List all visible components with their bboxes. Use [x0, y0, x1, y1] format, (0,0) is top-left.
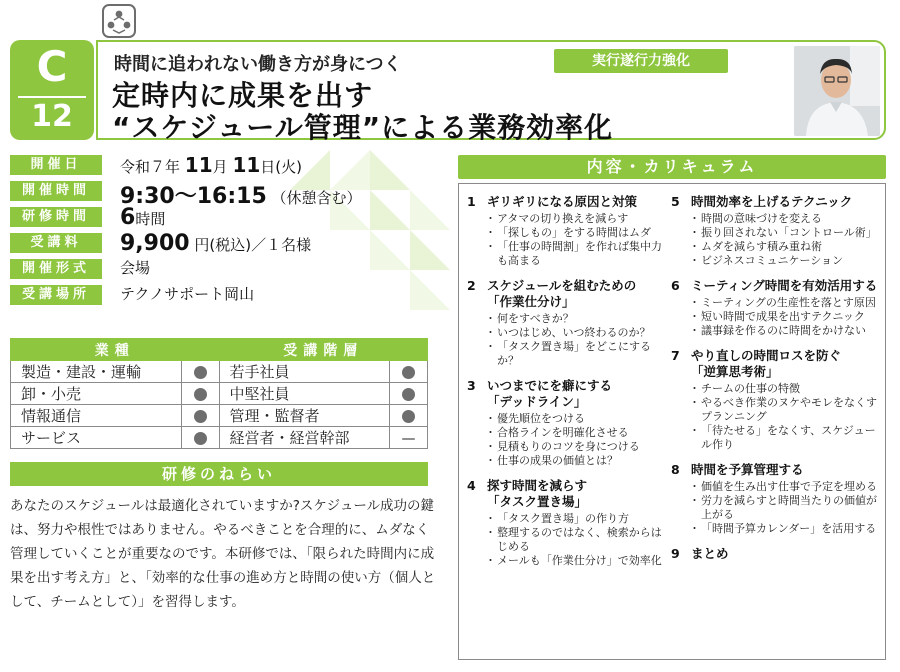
list-item: ・ 労力を減らすと時間当たりの価値が上がる: [691, 494, 881, 522]
level-cell: 若手社員: [219, 361, 390, 383]
info-label-time: 開催時間: [10, 181, 102, 201]
section-number: 8: [671, 462, 680, 477]
date-month: 11: [184, 153, 213, 177]
hours-value: 6: [120, 205, 136, 230]
section-title-text: スケジュールを組むための: [487, 278, 637, 293]
list-item: ・ 「探しもの」をする時間はムダ: [487, 226, 667, 240]
curriculum-section: [671, 278, 881, 338]
list-item: ・ 時間の意味づけを変える: [691, 212, 881, 226]
instructor-photo: [794, 46, 880, 136]
section-title-text: 探す時間を減らす: [487, 478, 588, 493]
section-title: [671, 194, 881, 210]
section-title: [467, 194, 667, 210]
list-item: ・ 価値を生み出す仕事で予定を埋める: [691, 480, 881, 494]
section-title: [671, 546, 881, 562]
section-title-text: 時間を予算管理する: [691, 462, 804, 477]
section-item-list: [671, 382, 881, 452]
info-value-date: [120, 153, 302, 177]
list-item: ・ いつはじめ、いつ終わるのか？: [487, 326, 667, 340]
section-title-text: やり直しの時間ロスを防ぐ: [691, 348, 842, 363]
list-item: ・ ムダを減らす積み重ね術: [691, 240, 881, 254]
target-audience-table: [10, 338, 428, 449]
industry-header: 業種: [11, 339, 220, 361]
industry-cell: サービス: [11, 427, 182, 449]
list-item: ・ ビジネスコミュニケーション: [691, 254, 881, 268]
info-label-hours: 研修時間: [10, 207, 102, 227]
table-row: [11, 405, 428, 427]
info-row-date: [10, 155, 450, 175]
filled-circle-icon: [402, 388, 415, 401]
info-label-format: 開催形式: [10, 259, 102, 279]
info-row-time: [10, 181, 450, 209]
list-item: ・ 「時間予算カレンダー」を活用する: [691, 522, 881, 536]
list-item: ・ 短い時間で成果を出すテクニック: [691, 310, 881, 324]
section-item-list: [467, 412, 667, 468]
info-row-fee: [10, 231, 450, 256]
curriculum-section: [467, 278, 667, 368]
list-item: ・ 議事録を作るのに時間をかけない: [691, 324, 881, 338]
filled-circle-icon: [402, 366, 415, 379]
curriculum-section: [671, 348, 881, 452]
curriculum-section: [671, 462, 881, 536]
section-title: [467, 478, 667, 494]
level-mark: [390, 383, 428, 405]
curriculum-section: [671, 194, 881, 268]
section-number: 9: [671, 546, 680, 561]
list-item: ・ 振り回されない「コントロール術」: [691, 226, 881, 240]
industry-mark: [181, 361, 219, 383]
list-item: ・ 「仕事の時間割」を作れば集中力も高まる: [487, 240, 667, 268]
section-subtitle: 「デッドライン」: [487, 394, 587, 409]
section-item-list: [671, 480, 881, 536]
info-label-venue: 受講場所: [10, 285, 102, 305]
list-item: ・ 仕事の成果の価値とは？: [487, 454, 667, 468]
curriculum-box: [458, 183, 886, 660]
time-range: 9:30～16:15: [120, 184, 267, 209]
section-item-list: [467, 212, 667, 268]
category-tag: 実行遂行力強化: [554, 49, 728, 73]
section-subtitle: 「作業仕分け」: [487, 294, 575, 309]
aim-heading: 研修のねらい: [10, 462, 428, 486]
curriculum-section: [467, 378, 667, 468]
industry-mark: [181, 405, 219, 427]
section-item-list: [671, 296, 881, 338]
filled-circle-icon: [194, 432, 207, 445]
date-month-unit: 月: [212, 158, 228, 176]
list-item: ・ チームの仕事の特徴: [691, 382, 881, 396]
curriculum-heading: 内容・カリキュラム: [458, 155, 886, 179]
info-row-format: [10, 259, 450, 279]
industry-mark: [181, 383, 219, 405]
info-value-hours: [120, 205, 165, 230]
date-day: 11: [232, 153, 261, 177]
filled-circle-icon: [402, 410, 415, 423]
section-item-list: [467, 312, 667, 368]
list-item: ・ 「タスク置き場」をどこにするか？: [487, 340, 667, 368]
info-row-hours: [10, 205, 450, 230]
industry-cell: 情報通信: [11, 405, 182, 427]
list-item: ・ ミーティングの生産性を落とす原因: [691, 296, 881, 310]
list-item: ・ 「タスク置き場」の作り方: [487, 512, 667, 526]
section-number: 5: [671, 194, 680, 209]
section-subtitle: 「タスク置き場」: [487, 494, 588, 509]
info-row-venue: [10, 285, 450, 305]
section-title-text: まとめ: [691, 546, 729, 561]
list-item: ・ 見積もりのコツを身につける: [487, 440, 667, 454]
time-note: （休憩含む）: [271, 189, 362, 207]
course-number: 12: [31, 99, 73, 134]
section-title-text: 時間効率を上げるテクニック: [691, 194, 853, 209]
filled-circle-icon: [194, 410, 207, 423]
info-label-date: 開催日: [10, 155, 102, 175]
curriculum-section: [467, 478, 667, 568]
filled-circle-icon: [194, 366, 207, 379]
list-item: ・ 「待たせる」をなくす、スケジュール作り: [691, 424, 881, 452]
section-number: 3: [467, 378, 476, 393]
section-title: [671, 462, 881, 478]
dash-mark: —: [401, 430, 416, 447]
section-number: 1: [467, 194, 476, 209]
people-group-icon: [102, 4, 136, 38]
list-item: ・ アタマの切り換えを減らす: [487, 212, 667, 226]
table-row: [11, 427, 428, 449]
list-item: ・ やるべき作業のヌケやモレをなくすプランニング: [691, 396, 881, 424]
aim-text: あなたのスケジュールは最適化されていますか?スケジュール成功の鍵は、努力や根性ではありません。やるべきことを合理的に、ムダなく管理していくことが重要なのです。本研修では、「限られた時間内に成果を出す考え方」と、「効率的な仕事の進め方と時間の使い方（個人として、チームとして）」を習得します。: [10, 498, 436, 610]
section-number: 7: [671, 348, 680, 363]
section-item-list: [671, 212, 881, 268]
section-title-text: ギリギリになる原因と対策: [487, 194, 638, 209]
info-value-venue: テクノサポート岡山: [120, 285, 255, 303]
section-number: 6: [671, 278, 680, 293]
course-subtitle: 時間に追われない働き方が身につく: [114, 54, 402, 75]
date-day-unit: 日(火): [260, 158, 302, 176]
filled-circle-icon: [194, 388, 207, 401]
industry-cell: 卸・小売: [11, 383, 182, 405]
info-value-format: 会場: [120, 259, 151, 277]
section-title: [671, 278, 881, 294]
list-item: ・ 整理するのではなく、検索からはじめる: [487, 526, 667, 554]
level-cell: 管理・監督者: [219, 405, 390, 427]
course-title-box: [96, 40, 886, 144]
course-code-badge: [10, 40, 94, 140]
list-item: ・ 優先順位をつける: [487, 412, 667, 426]
fee-unit: 円(税込)／１名様: [194, 236, 312, 254]
section-title: [467, 278, 667, 294]
level-cell: 中堅社員: [219, 383, 390, 405]
level-mark: [390, 405, 428, 427]
list-item: ・ 何をすべきか？: [487, 312, 667, 326]
table-row: [11, 361, 428, 383]
section-subtitle: 「逆算思考術」: [691, 364, 779, 379]
curriculum-left-column: [467, 194, 667, 578]
level-mark: [390, 427, 428, 449]
table-row: [11, 383, 428, 405]
course-title-line-2: “スケジュール管理”による業務効率化: [112, 111, 614, 144]
course-title-line-1: 定時内に成果を出す: [112, 79, 374, 112]
fee-value: 9,900: [120, 231, 190, 256]
info-label-fee: 受講料: [10, 233, 102, 253]
section-title: [467, 378, 667, 394]
section-title-text: いつまでにを癖にする: [487, 378, 613, 393]
industry-mark: [181, 427, 219, 449]
list-item: ・ メールも「作業仕分け」で効率化: [487, 554, 667, 568]
section-number: 4: [467, 478, 476, 493]
curriculum-section: [467, 194, 667, 268]
curriculum-section: [671, 546, 881, 562]
course-category-letter: C: [36, 42, 68, 91]
level-header: 受講階層: [219, 339, 428, 361]
hours-unit: 時間: [135, 210, 166, 228]
level-mark: [390, 361, 428, 383]
list-item: ・ 合格ラインを明確化させる: [487, 426, 667, 440]
section-number: 2: [467, 278, 476, 293]
level-cell: 経営者・経営幹部: [219, 427, 390, 449]
curriculum-right-column: [671, 194, 881, 572]
industry-cell: 製造・建設・運輸: [11, 361, 182, 383]
section-title-text: ミーティング時間を有効活用する: [691, 278, 878, 293]
section-title: [671, 348, 881, 364]
info-value-fee: [120, 231, 311, 256]
date-prefix: 令和７年: [120, 158, 181, 176]
section-item-list: [467, 512, 667, 568]
